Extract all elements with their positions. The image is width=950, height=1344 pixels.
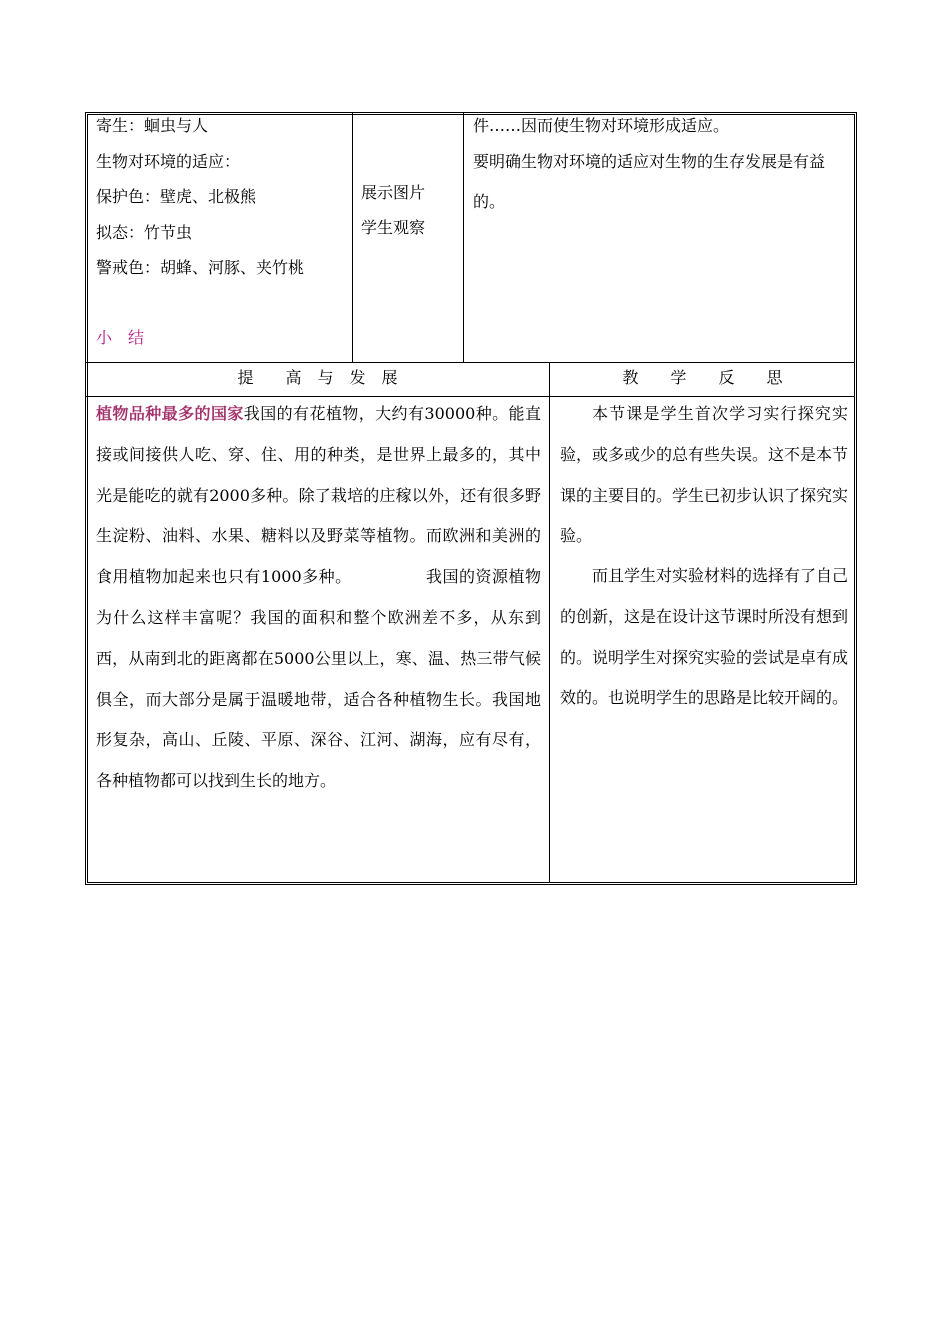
protective-color-line: 保护色：壁虎、北极熊 (96, 187, 257, 206)
warning-color-line: 警戒色：胡蜂、河豚、夹竹桃 (96, 258, 305, 277)
reflection-para-2: 而且学生对实验材料的选择有了自己的创新，这是在设计这节课时所没有想到的。说明学生对探究实验的尝试是卓有成效的。也说明学生的思路是比较开阔的。 (560, 566, 849, 708)
col3-line-2: 要明确生物对环境的适应对生物的生存发展是有益 (473, 152, 826, 171)
col3-line-1: 件……因而使生物对环境形成适应。 (473, 116, 730, 135)
row1-divider-1 (352, 112, 353, 363)
adaptation-line: 生物对环境的适应： (96, 152, 241, 171)
row1-divider-2 (463, 112, 464, 363)
parasitism-line: 寄生：蛔虫与人 (96, 116, 209, 135)
header-teaching-reflection: 教 学 反 思 (622, 368, 783, 387)
summary-label: 小 结 (96, 328, 145, 347)
section-title: 植物品种最多的国家 (96, 404, 244, 423)
lower-divider (549, 363, 550, 882)
improve-develop-body (96, 394, 541, 802)
col3-line-3: 的。 (473, 192, 506, 211)
reflection-para-1: 本节课是学生首次学习实行探究实验，或多或少的总有些失误。这不是本节课的主要目的。学生已初步认识了探究实验。 (560, 404, 849, 546)
header-improve-develop: 提 高 与 发 展 (237, 368, 398, 387)
row1-bottom-rule (86, 362, 855, 363)
student-observe-text: 学生观察 (361, 218, 426, 237)
section-text: 我国的有花植物，大约有30000种。能直接或间接供人吃、穿、住、用的种类，是世界上最多的，其中光是能吃的就有2000多种。除了栽培的庄稼以外，还有很多野生淀粉、油料、水果、糖料以及野菜等植物。而欧洲和美洲的食用植物加起来也只有1000多种。 我国的资源植物为什么这样丰富呢？我国的面积和整个欧洲差不多，从东到西，从南到北的距离都在5000公里以上，寒、温、热三带气候俱全，而大部分是属于温暖地带，适合各种植物生长。我国地形复杂，高山、丘陵、平原、深谷、江河、湖海，应有尽有，各种植物都可以找到生长的地方。 (96, 404, 541, 791)
mimicry-line: 拟态：竹节虫 (96, 223, 193, 242)
show-pictures-text: 展示图片 (361, 183, 426, 202)
